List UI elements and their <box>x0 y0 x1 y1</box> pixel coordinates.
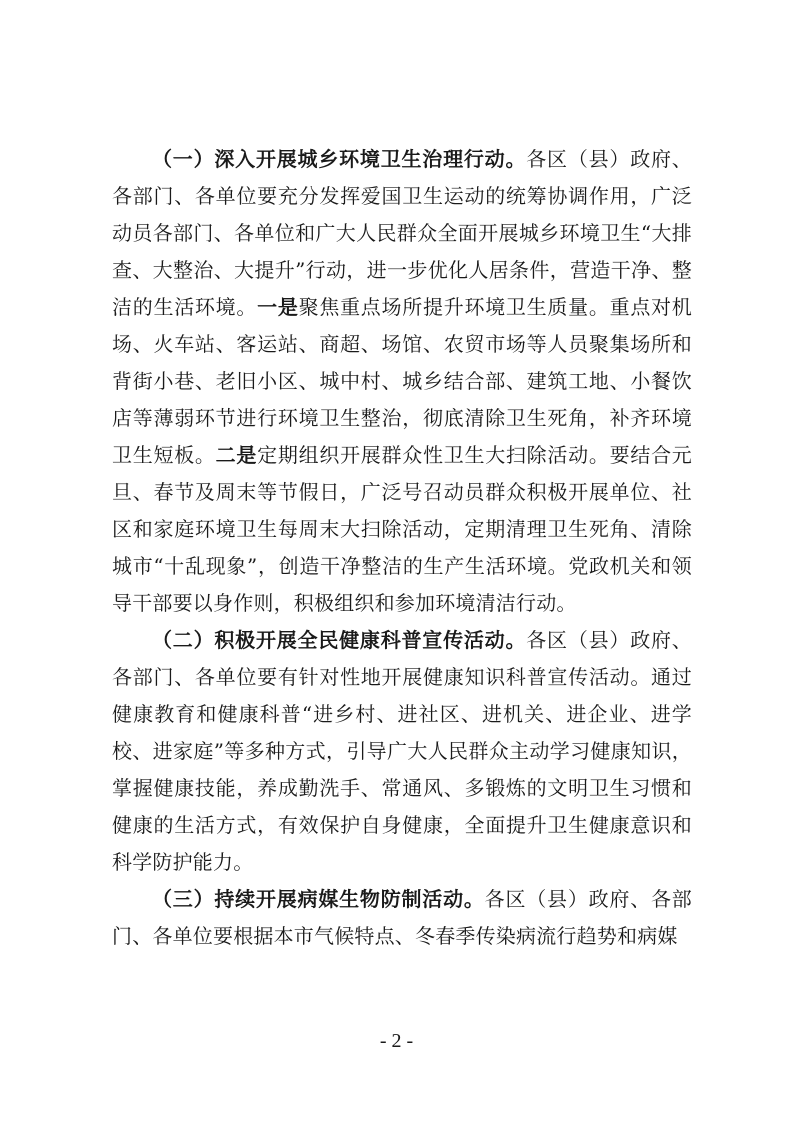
section-heading-2: （二）积极开展全民健康科普宣传活动。 <box>152 628 527 652</box>
section-heading-1: （一）深入开展城乡环境卫生治理行动。 <box>152 147 527 171</box>
document-body <box>112 141 692 955</box>
paragraph-3-text: 各区（县）政府、各部门、各单位要根据本市气候特点、冬春季传染病流行趋势和病媒 <box>112 887 692 948</box>
paragraph-1-text-a: 各区（县）政府、各部门、各单位要充分发挥爱国卫生运动的统筹协调作用，广泛动员各部门、各单位和广大人民群众全面开展城乡环境卫生“大排查、大整治、大提升”行动，进一步优化人居条件，营造干净、整洁的生活环境。 <box>112 147 692 319</box>
paragraph-2 <box>112 622 692 881</box>
paragraph-1 <box>112 141 692 622</box>
emphasis-first: 一是 <box>257 295 299 319</box>
paragraph-1-text-c: 定期组织开展群众性卫生大扫除活动。要结合元旦、春节及周末等节假日，广泛号召动员群众积极开展单位、社区和家庭环境卫生每周末大扫除活动，定期清理卫生死角、清除城市“十乱现象”，创造干净整洁的生产生活环境。党政机关和领导干部要以身作则，积极组织和参加环境清洁行动。 <box>112 443 693 615</box>
paragraph-2-text: 各区（县）政府、各部门、各单位要有针对性地开展健康知识科普宣传活动。通过健康教育和健康科普“进乡村、进社区、进机关、进企业、进学校、进家庭”等多种方式，引导广大人民群众主动学习健康知识，掌握健康技能，养成勤洗手、常通风、多锻炼的文明卫生习惯和健康的生活方式，有效保护自身健康，全面提升卫生健康意识和科学防护能力。 <box>112 628 692 874</box>
section-heading-3: （三）持续开展病媒生物防制活动。 <box>152 887 485 911</box>
page-number: - 2 - <box>379 1030 414 1052</box>
paragraph-3 <box>112 881 692 955</box>
emphasis-second: 二是 <box>215 443 258 467</box>
paragraph-1-text-b: 聚焦重点场所提升环境卫生质量。重点对机场、火车站、客运站、商超、场馆、农贸市场等人员聚集场所和背街小巷、老旧小区、城中村、城乡结合部、建筑工地、小餐饮店等薄弱环节进行环境卫生整治，彻底清除卫生死角，补齐环境卫生短板。 <box>112 295 692 467</box>
